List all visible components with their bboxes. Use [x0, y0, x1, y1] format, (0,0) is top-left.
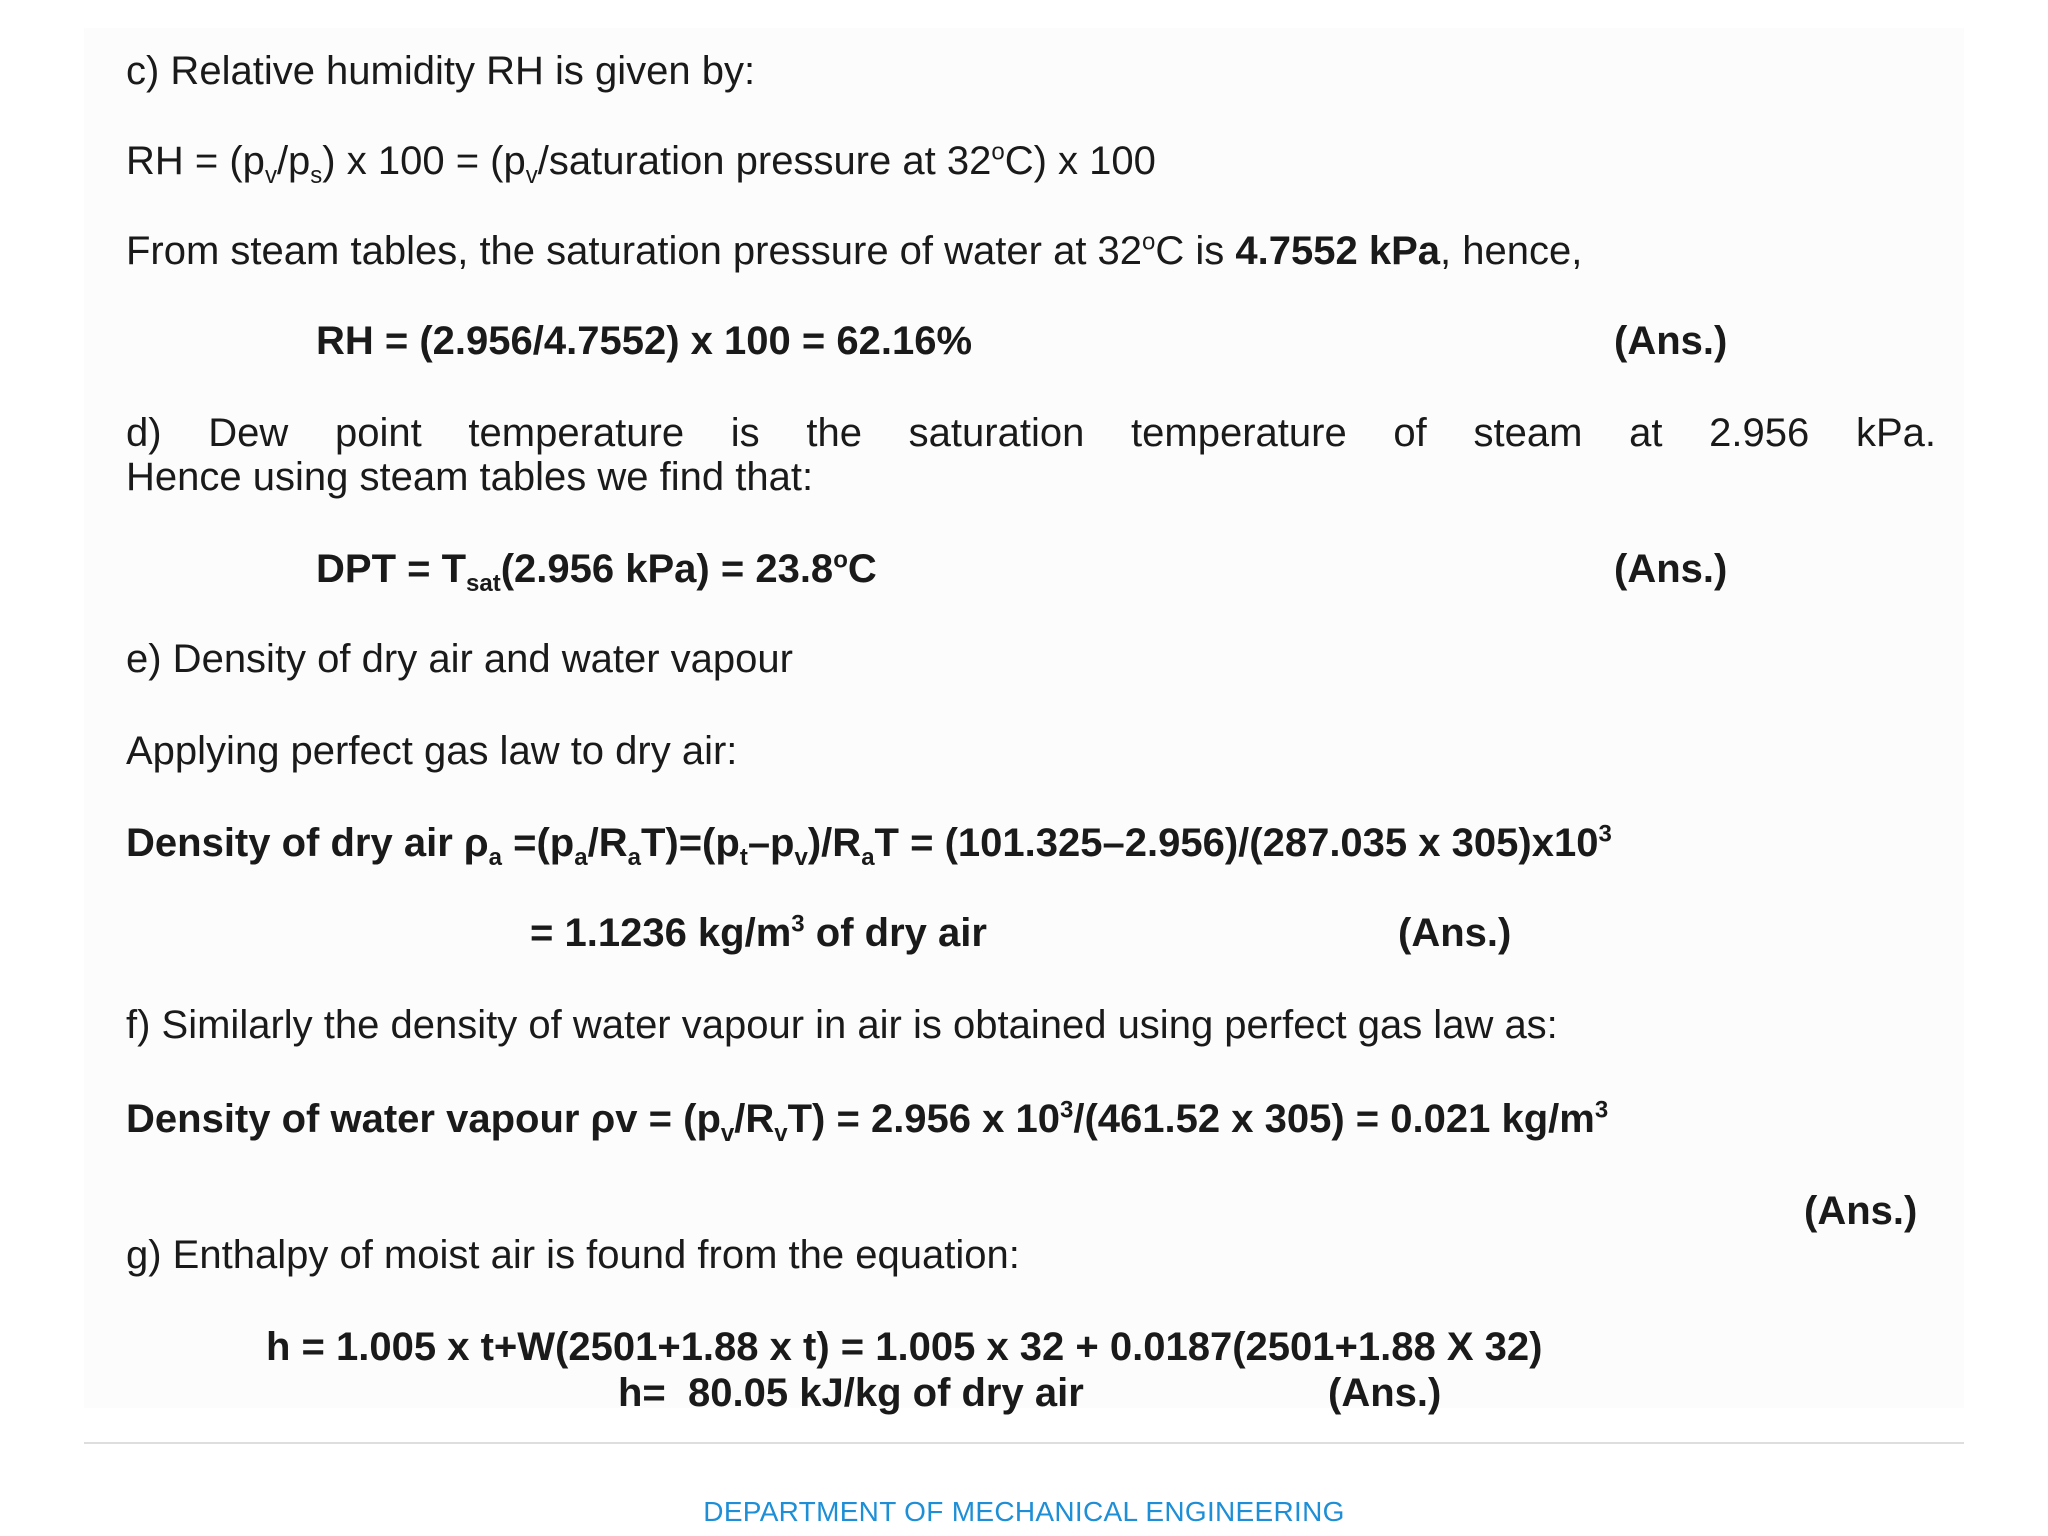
section-e-heading: e) Density of dry air and water vapour: [126, 637, 793, 681]
section-d-line1: d) Dew point temperature is the saturation temperature of steam at 2.956 kPa.: [126, 411, 1936, 455]
section-g-heading: g) Enthalpy of moist air is found from the equation:: [126, 1233, 1020, 1277]
section-c-heading: c) Relative humidity RH is given by:: [126, 49, 756, 93]
dpt-ans-label: (Ans.): [1614, 547, 1728, 591]
section-d-line2: Hence using steam tables we find that:: [126, 455, 814, 499]
perfect-gas-dry-air-label: Applying perfect gas law to dry air:: [126, 729, 738, 773]
footer-department: DEPARTMENT OF MECHANICAL ENGINEERING: [703, 1496, 1345, 1527]
water-vapour-density-formula: Density of water vapour $\rho v = (p_v/R_vT) = 2.956$ x $10^3/(461.52$ x 305) = 0.021 $kg/m^3$: [126, 1096, 1609, 1147]
footer-divider: [84, 1442, 1964, 1444]
rh-result: RH = (2.956/4.7552) x 100 = 62.16%: [316, 319, 973, 363]
steam-table-statement: From steam tables, the saturation pressure of water at 32$^o$C is 4.7552 kPa, hence,: [126, 228, 1583, 273]
dpt-result: DPT = $T_{sat}(2.956$ $kPa) = 23.8^oC$: [316, 546, 877, 597]
rh-formula: RH = $(p_v/p_s)$ x $100 = (p_v$/saturation pressure at 32$^o$C) x 100: [126, 138, 1156, 189]
dry-air-density-result: = 1.1236 $kg/m^3$ of dry air: [530, 910, 987, 955]
section-f-heading: f) Similarly the density of water vapour in air is obtained using perfect gas law as:: [126, 1003, 1558, 1047]
dry-air-density-formula: Density of dry air $\rho_a =(p_a/R_aT)=(p_t-p_v)/R_aT = (101.325-2.956)/(287.035$ x $305)x10^3$: [126, 820, 1612, 871]
enthalpy-equation: h = 1.005 x t+W(2501+1.88 x t) = 1.005 x 32 + 0.0187(2501+1.88 X 32): [266, 1325, 1543, 1369]
water-vapour-ans-label: (Ans.): [1804, 1189, 1918, 1233]
enthalpy-result: h= 80.05 kJ/kg of dry air: [618, 1371, 1084, 1415]
enthalpy-ans-label: (Ans.): [1328, 1371, 1442, 1415]
dry-air-ans-label: (Ans.): [1398, 911, 1512, 955]
rh-ans-label: (Ans.): [1614, 319, 1728, 363]
